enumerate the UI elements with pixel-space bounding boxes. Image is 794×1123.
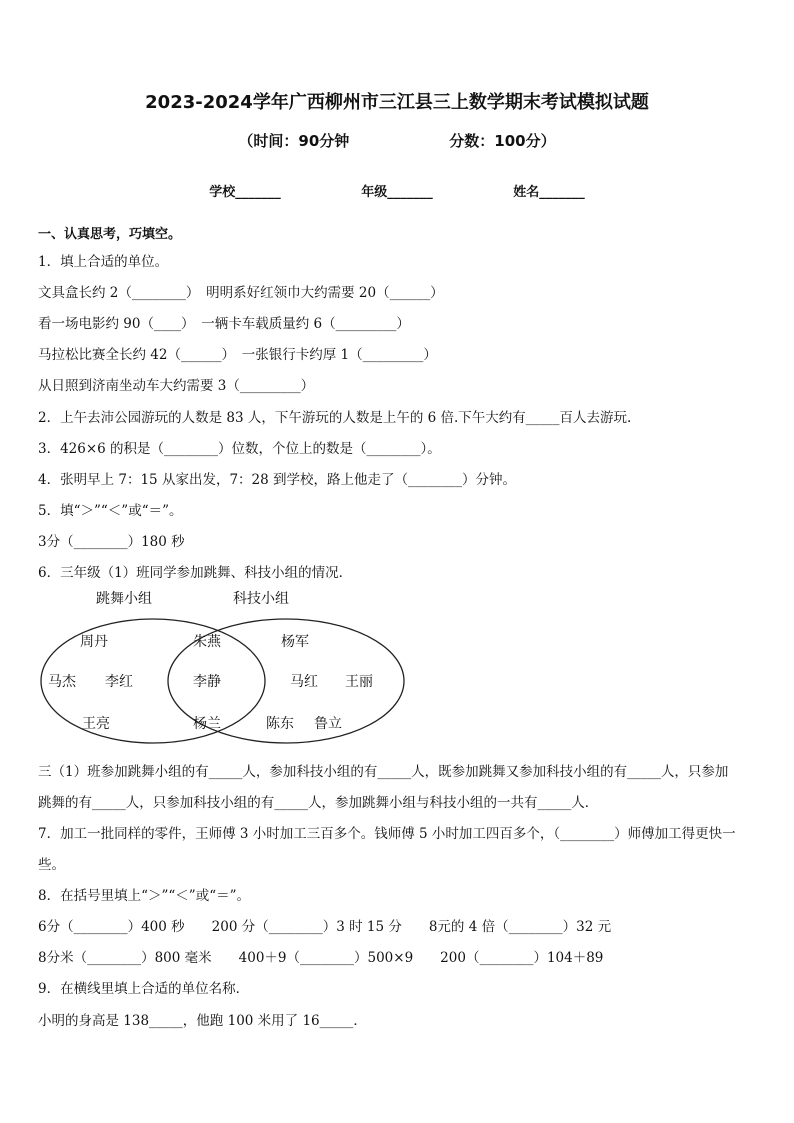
venn-item: 杨军 [281, 634, 309, 650]
venn-right-label: 科技小组 [233, 591, 289, 607]
venn-left-label: 跳舞小组 [96, 591, 152, 607]
q2: 2．上午去沛公园游玩的人数是 83 人，下午游玩的人数是上午的 6 倍.下午大约有_____百人去游玩. [38, 410, 632, 426]
exam-time: （时间：90分钟 [238, 132, 350, 150]
q4: 4．张明早上 7：15 从家出发，7：28 到学校，路上他走了（________）分钟。 [38, 472, 516, 488]
venn-item: 马杰 [48, 674, 76, 690]
q6-stem: 6．三年级（1）班同学参加跳舞、科技小组的情况． [38, 565, 353, 581]
student-info [0, 181, 794, 200]
q9-line1: 小明的身高是 138_____，他跑 100 米用了 16_____． [38, 1013, 367, 1029]
grade-field: 年级_______ [361, 185, 433, 200]
venn-item: 陈东 [266, 716, 294, 732]
q3: 3．426×6 的积是（________）位数，个位上的数是（________）。 [38, 441, 441, 457]
venn-item: 朱燕 [193, 634, 221, 650]
q5-line1: 3分（________）180 秒 [38, 534, 185, 550]
q7-line2: 些。 [38, 857, 65, 873]
name-field: 姓名_______ [513, 185, 585, 200]
q1-line4: 从日照到济南坐动车大约需要 3（_________） [38, 378, 315, 394]
q1-line3: 马拉松比赛全长约 42（______） 一张银行卡约厚 1（_________） [38, 347, 437, 363]
q8-line2: 8分米（________）800 毫米 400＋9（________）500×9 200（________）104＋89 [38, 950, 604, 966]
venn-item: 马红 [290, 674, 318, 690]
venn-diagram [38, 583, 408, 753]
q6-question-line2: 跳舞的有_____人，只参加科技小组的有_____人，参加跳舞小组与科技小组的一共有_____人． [38, 795, 599, 811]
q8-line1: 6分（________）400 秒 200 分（________）3 时 15 分 8元的 4 倍（________）32 元 [38, 919, 612, 935]
q1-stem: 1．填上合适的单位。 [38, 254, 169, 270]
q8-stem: 8．在括号里填上“＞”“＜”或“＝”。 [38, 888, 250, 904]
exam-score: 分数：100分） [449, 132, 556, 150]
venn-item: 王亮 [82, 716, 110, 732]
venn-item: 鲁立 [314, 716, 342, 732]
q5-stem: 5．填“＞”“＜”或“＝”。 [38, 503, 183, 519]
venn-item: 李静 [193, 674, 221, 690]
q6-question-line1: 三（1）班参加跳舞小组的有_____人，参加科技小组的有_____人，既参加跳舞又参加科技小组的有_____人，只参加 [38, 764, 729, 780]
q7-line1: 7．加工一批同样的零件，王师傅 3 小时加工三百多个。钱师傅 5 小时加工四百多个，（________）师傅加工得更快一 [38, 826, 736, 842]
exam-meta [0, 130, 794, 151]
q1-line2: 看一场电影约 90（____） 一辆卡车载质量约 6（_________） [38, 316, 410, 332]
page-title: 2023-2024学年广西柳州市三江县三上数学期末考试模拟试题 [145, 92, 649, 113]
school-field: 学校_______ [209, 185, 281, 200]
venn-item: 杨兰 [193, 716, 221, 732]
venn-item: 李红 [105, 674, 133, 690]
section-heading: 一、认真思考，巧填空。 [38, 227, 182, 242]
venn-item: 王丽 [345, 674, 373, 690]
q1-line1: 文具盒长约 2（________） 明明系好红领巾大约需要 20（______） [38, 285, 444, 301]
venn-item: 周丹 [80, 634, 108, 650]
q9-stem: 9．在横线里填上合适的单位名称． [38, 981, 250, 997]
